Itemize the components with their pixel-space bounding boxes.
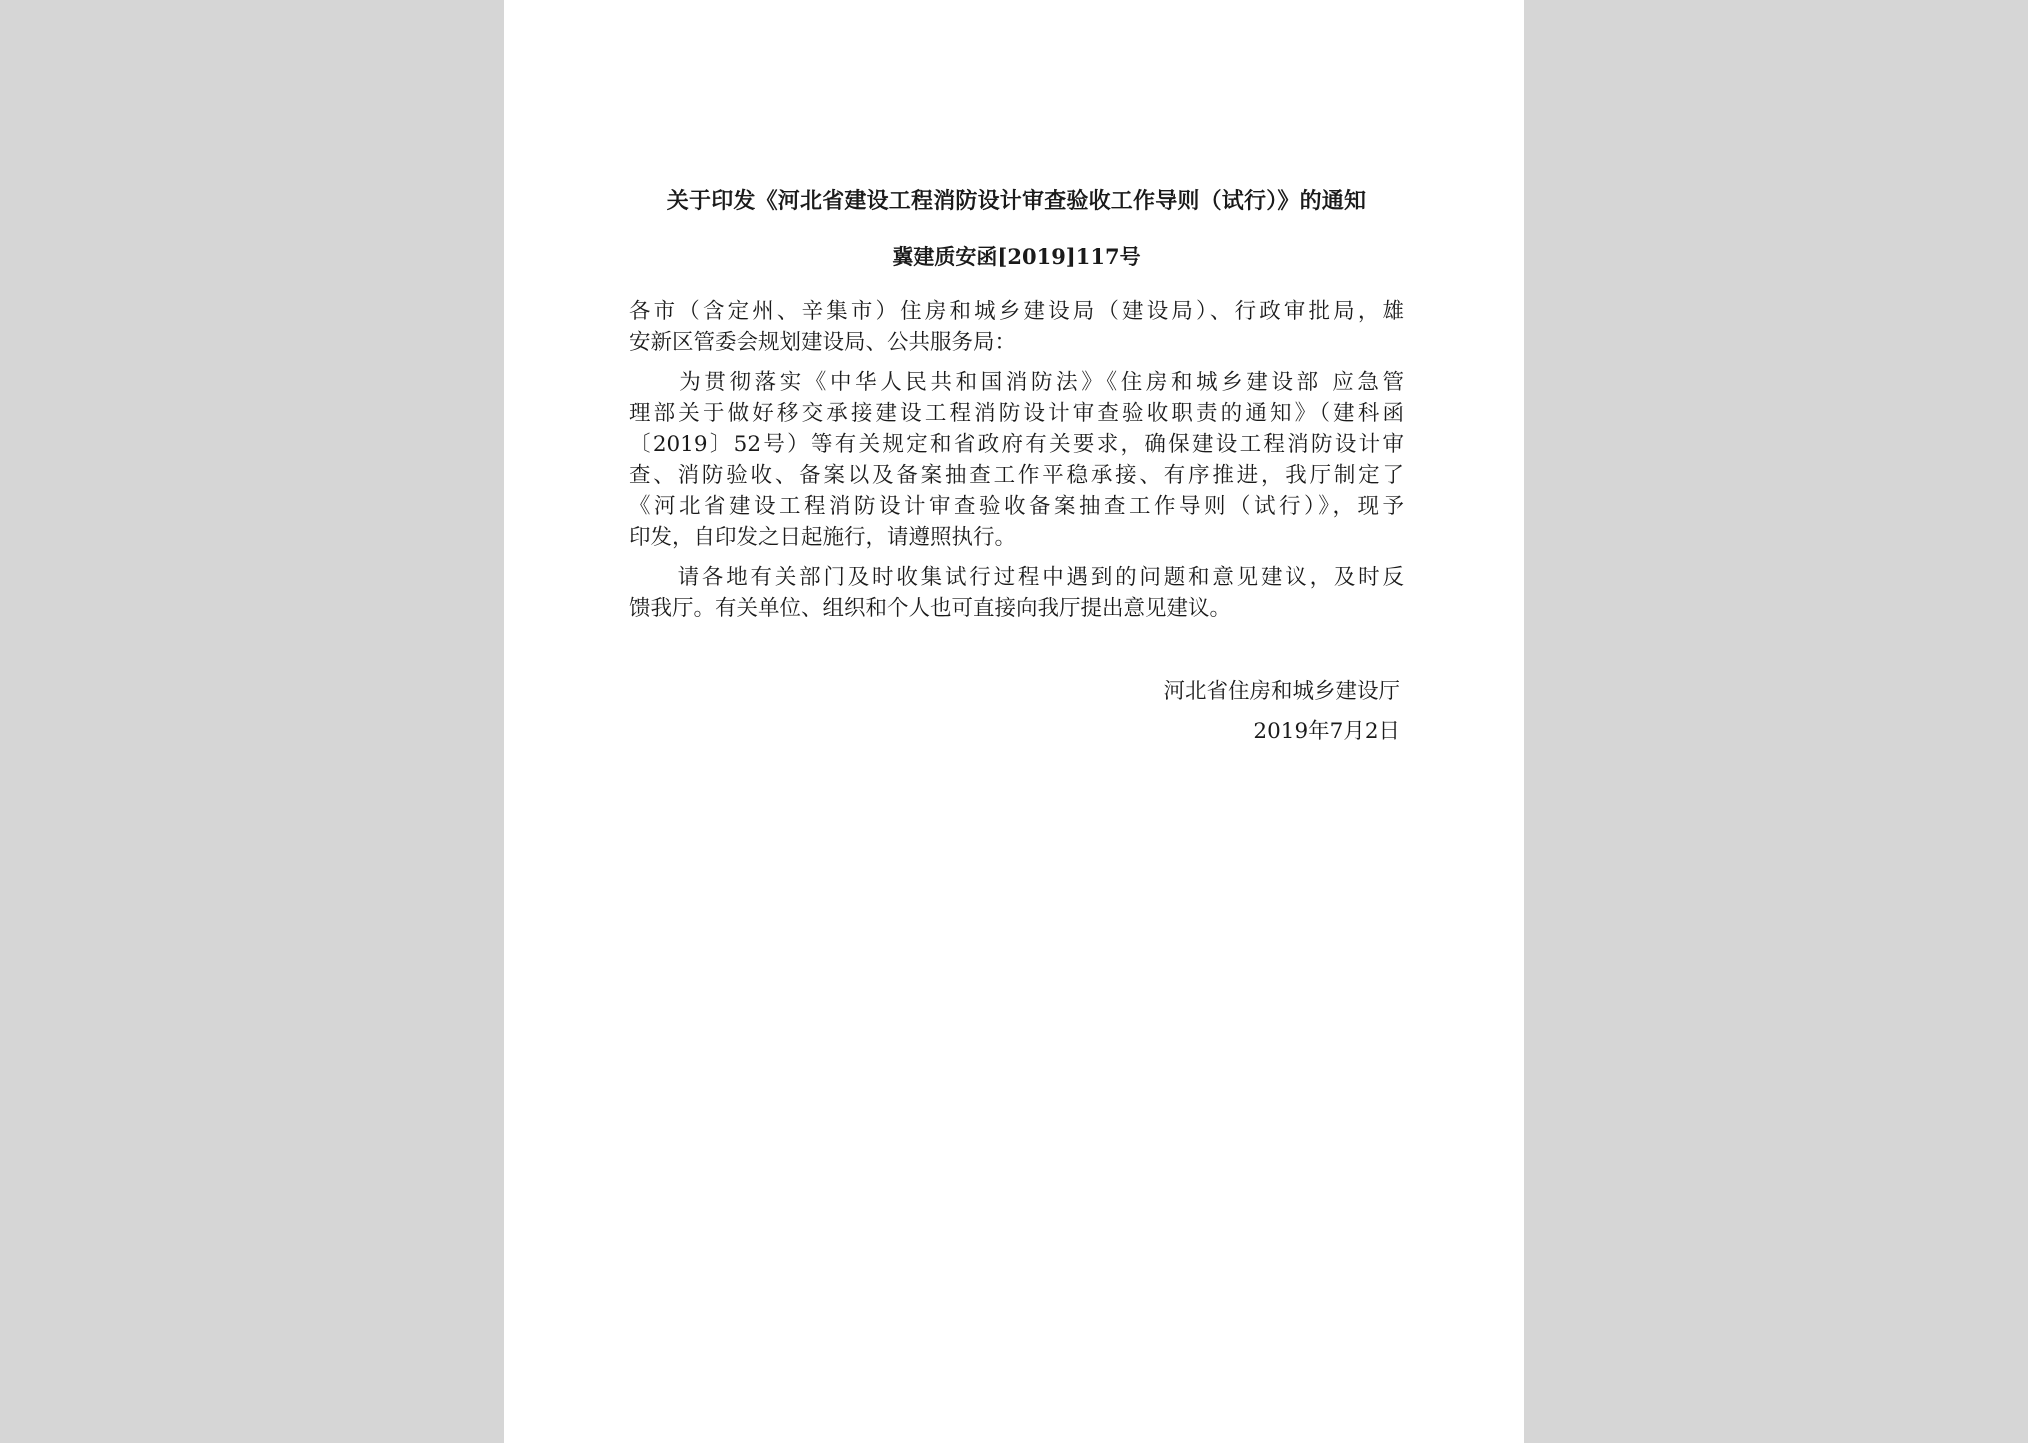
document-page (504, 0, 1524, 1443)
addressee-block (629, 296, 1404, 358)
addressee-line: 安新区管委会规划建设局、公共服务局： (629, 330, 1017, 355)
addressee-line: 各市（含定州、辛集市）住房和城乡建设局（建设局）、行政审批局，雄 (629, 299, 1404, 324)
signature-organization: 河北省住房和城乡建设厅 (1163, 679, 1400, 704)
paragraph-line: 《河北省建设工程消防设计审查验收备案抽查工作导则（试行）》，现予 (629, 494, 1404, 519)
paragraph-line: 〔2019〕52号）等有关规定和省政府有关要求，确保建设工程消防设计审 (629, 432, 1404, 457)
body-paragraph-1 (629, 367, 1404, 553)
document-title: 关于印发《河北省建设工程消防设计审查验收工作导则（试行）》的通知 (666, 188, 1367, 214)
paragraph-line: 请各地有关部门及时收集试行过程中遇到的问题和意见建议，及时反 (629, 565, 1404, 590)
paragraph-line: 查、消防验收、备案以及备案抽查工作平稳承接、有序推进，我厅制定了 (629, 463, 1404, 488)
paragraph-line: 理部关于做好移交承接建设工程消防设计审查验收职责的通知》（建科函 (629, 401, 1404, 426)
signature-date: 2019年7月2日 (1253, 719, 1400, 744)
paragraph-line: 馈我厅。有关单位、组织和个人也可直接向我厅提出意见建议。 (629, 596, 1232, 621)
body-paragraph-2 (629, 562, 1404, 624)
paragraph-line: 印发，自印发之日起施行，请遵照执行。 (629, 525, 1017, 550)
document-number: 冀建质安函[2019]117号 (892, 244, 1141, 269)
paragraph-line: 为贯彻落实《中华人民共和国消防法》《住房和城乡建设部 应急管 (629, 370, 1404, 395)
